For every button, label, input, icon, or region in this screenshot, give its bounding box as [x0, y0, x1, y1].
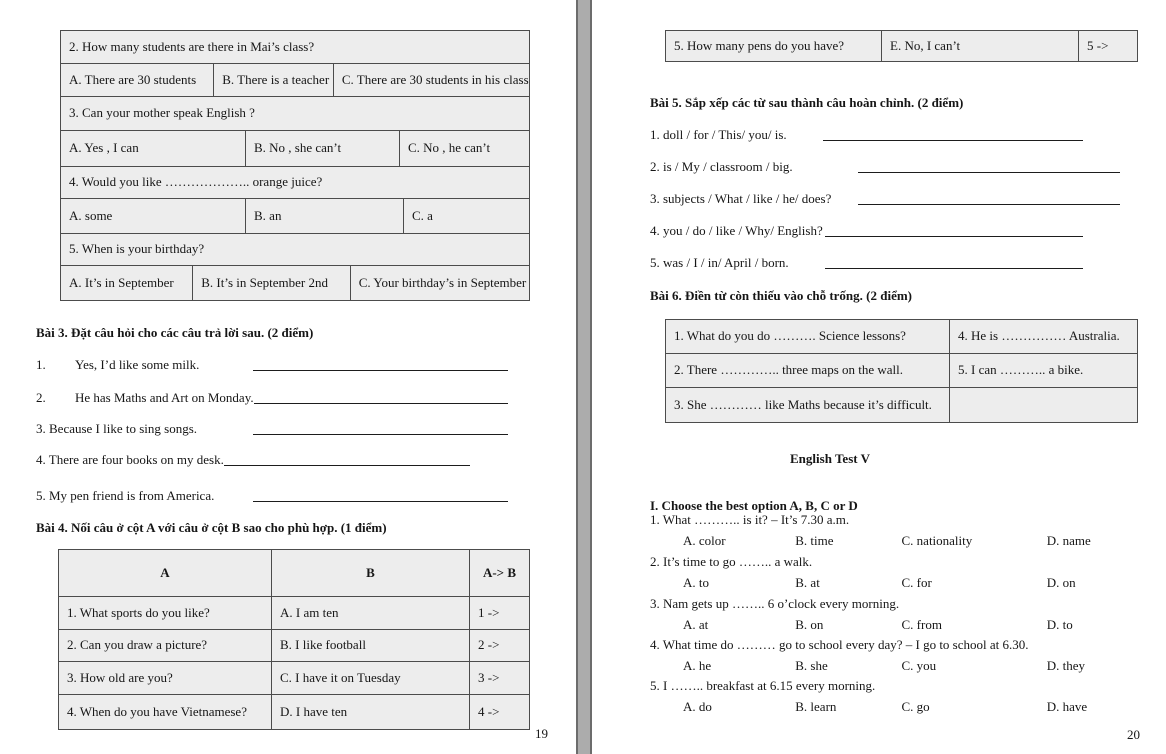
answer-line-item — [36, 357, 530, 373]
question-text: 2. It’s time to go …….. a walk. — [650, 554, 813, 569]
table-cell: A. There are 30 students — [61, 64, 213, 96]
table-row — [666, 31, 1137, 61]
table-cell: 5 -> — [1078, 31, 1137, 61]
table-row — [61, 166, 529, 198]
answer-underline — [253, 370, 508, 371]
item-label: 1. doll / for / This/ you/ is. — [650, 127, 787, 142]
page-right — [592, 0, 1166, 754]
table-row — [61, 96, 529, 130]
answer-line-item — [36, 452, 530, 468]
table-cell: 4 -> — [469, 695, 529, 729]
table-cell: C. a — [403, 199, 529, 233]
item-label: 2. He has Maths and Art on Monday. — [36, 390, 254, 405]
table-header-cell: A-> B — [469, 550, 529, 596]
option: D. name — [1046, 533, 1091, 548]
answer-underline — [825, 268, 1083, 269]
item-label: 1. Yes, I’d like some milk. — [36, 357, 200, 372]
options-row — [650, 699, 1087, 715]
option: B. time — [795, 533, 834, 548]
option: B. learn — [795, 699, 837, 714]
table-cell: D. I have ten — [271, 695, 469, 729]
answer-line-item — [36, 488, 530, 504]
answer-underline — [253, 501, 508, 502]
table-cell: 5. I can ……….. a bike. — [949, 354, 1137, 387]
question-text: 5. I …….. breakfast at 6.15 every morning. — [650, 678, 876, 693]
item-label: 4. you / do / like / Why/ English? — [650, 223, 823, 238]
table-cell: 3. She ………… like Maths because it’s difficult. — [666, 388, 949, 422]
table-cell: B. I like football — [271, 630, 469, 661]
option: A. color — [683, 533, 726, 548]
option: B. at — [795, 575, 820, 590]
item-label: 3. Because I like to sing songs. — [36, 421, 198, 436]
option: B. on — [795, 617, 824, 632]
answer-underline — [823, 140, 1083, 141]
table-header-cell: A — [59, 550, 271, 596]
table-row — [61, 198, 529, 233]
answer-underline — [858, 204, 1120, 205]
table-row — [59, 629, 529, 661]
table-cell: B. an — [245, 199, 403, 233]
page-divider — [576, 0, 592, 754]
answer-line-item — [650, 159, 1140, 175]
table-cell: C. No , he can’t — [399, 131, 529, 166]
table-row — [61, 31, 529, 63]
table-row — [666, 387, 1137, 422]
table-cell: B. No , she can’t — [245, 131, 399, 166]
table-cell: 2 -> — [469, 630, 529, 661]
question-text: 4. What time do ……… go to school every day? – I go to school at 6.30. — [650, 637, 1029, 652]
matching-table-continued — [665, 30, 1138, 62]
table-cell: 4. When do you have Vietnamese? — [59, 695, 271, 729]
bai3-heading: Bài 3. Đặt câu hỏi cho các câu trả lời sau. (2 điểm) — [36, 325, 314, 340]
options-row — [650, 533, 1091, 549]
option: D. on — [1046, 575, 1076, 590]
item-label: 2. is / My / classroom / big. — [650, 159, 793, 174]
item-label: 4. There are four books on my desk. — [36, 452, 224, 467]
question-text: 1. What ……….. is it? – It’s 7.30 a.m. — [650, 512, 850, 527]
table-cell: C. Your birthday’s in September — [350, 266, 529, 300]
answer-underline — [224, 465, 470, 466]
option: C. from — [901, 617, 942, 632]
answer-underline — [825, 236, 1083, 237]
table-cell: E. No, I can’t — [881, 31, 1078, 61]
answer-line-item — [36, 390, 530, 406]
item-label: 5. My pen friend is from America. — [36, 488, 215, 503]
table-row — [666, 353, 1137, 387]
table-cell: 5. How many pens do you have? — [666, 31, 881, 61]
option: A. to — [683, 575, 709, 590]
item-label: 5. was / I / in/ April / born. — [650, 255, 789, 270]
table-row — [59, 596, 529, 629]
table-cell — [949, 388, 1137, 422]
option: C. go — [901, 699, 930, 714]
table-cell: B. There is a teacher — [213, 64, 333, 96]
answer-line-item — [650, 223, 1140, 239]
answer-underline — [254, 403, 508, 404]
bai4-heading: Bài 4. Nối câu ở cột A với câu ở cột B sao cho phù hợp. (1 điểm) — [36, 520, 387, 535]
table-cell: 5. When is your birthday? — [61, 234, 529, 265]
table-row — [61, 265, 529, 300]
table-row — [61, 63, 529, 96]
answer-underline — [858, 172, 1120, 173]
option: A. he — [683, 658, 712, 673]
table-cell: A. It’s in September — [61, 266, 192, 300]
option: D. they — [1046, 658, 1086, 673]
page-number: 19 — [535, 726, 548, 741]
answer-underline — [253, 434, 508, 435]
table-cell: C. There are 30 students in his class — [333, 64, 529, 96]
option: C. for — [901, 575, 932, 590]
table-cell: 2. Can you draw a picture? — [59, 630, 271, 661]
table-cell: 3. How old are you? — [59, 662, 271, 694]
option: A. at — [683, 617, 709, 632]
option: C. you — [901, 658, 937, 673]
fill-blank-table — [665, 319, 1138, 423]
table-cell: 3 -> — [469, 662, 529, 694]
answer-line-item — [36, 421, 530, 437]
options-row — [650, 658, 1085, 674]
bai5-heading: Bài 5. Sắp xếp các từ sau thành câu hoàn chỉnh. (2 điểm) — [650, 95, 964, 110]
table-cell: 1. What sports do you like? — [59, 597, 271, 629]
table-cell: A. Yes , I can — [61, 131, 245, 166]
section-heading: I. Choose the best option A, B, C or D — [650, 498, 858, 513]
options-row — [650, 617, 1073, 633]
table-row — [61, 233, 529, 265]
table-row — [666, 320, 1137, 353]
answer-line-item — [650, 191, 1140, 207]
matching-table — [58, 549, 530, 730]
options-row — [650, 575, 1076, 591]
option: B. she — [795, 658, 828, 673]
table-cell: C. I have it on Tuesday — [271, 662, 469, 694]
answer-line-item — [650, 255, 1140, 271]
multiple-choice-table — [60, 30, 530, 301]
page-number: 20 — [1127, 727, 1140, 742]
option: D. to — [1046, 617, 1073, 632]
answer-line-item — [650, 127, 1140, 143]
question-text: 3. Nam gets up …….. 6 o’clock every morning. — [650, 596, 900, 611]
option: C. nationality — [901, 533, 973, 548]
table-cell: A. I am ten — [271, 597, 469, 629]
table-cell: B. It’s in September 2nd — [192, 266, 349, 300]
table-row — [61, 130, 529, 166]
table-row — [59, 661, 529, 694]
table-row — [59, 694, 529, 729]
item-label: 3. subjects / What / like / he/ does? — [650, 191, 832, 206]
option: D. have — [1046, 699, 1088, 714]
table-cell: 2. There ………….. three maps on the wall. — [666, 354, 949, 387]
option: A. do — [683, 699, 712, 714]
table-cell: 1 -> — [469, 597, 529, 629]
table-header-cell: B — [271, 550, 469, 596]
table-cell: 4. He is …………… Australia. — [949, 320, 1137, 353]
table-header-row — [59, 550, 529, 596]
page-left — [0, 0, 576, 754]
table-cell: A. some — [61, 199, 245, 233]
table-cell: 3. Can your mother speak English ? — [61, 97, 529, 130]
table-cell: 2. How many students are there in Mai’s class? — [61, 31, 529, 63]
test-title: English Test V — [790, 451, 870, 466]
table-cell: 4. Would you like ……………….. orange juice? — [61, 167, 529, 198]
table-cell: 1. What do you do ………. Science lessons? — [666, 320, 949, 353]
bai6-heading: Bài 6. Điền từ còn thiếu vào chỗ trống. (2 điểm) — [650, 288, 913, 303]
